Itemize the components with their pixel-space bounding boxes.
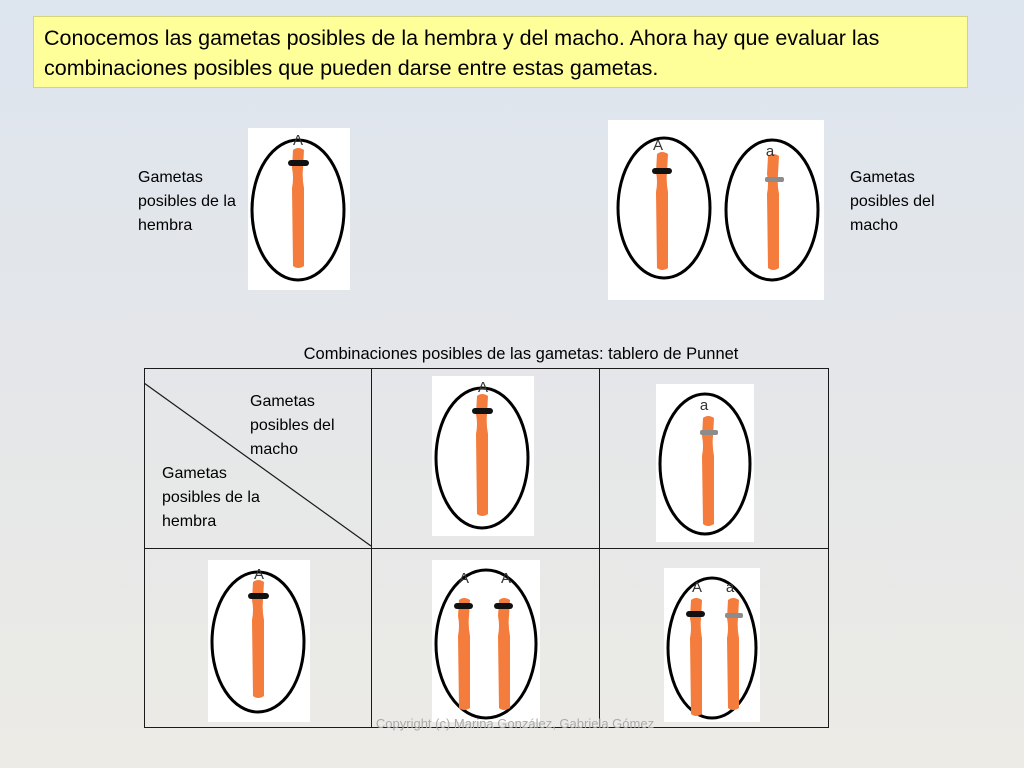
female-gametes-label: Gametas posibles de la hembra xyxy=(138,169,236,234)
corner-male-label: Gametas posibles del macho xyxy=(250,393,335,458)
allele-label: A xyxy=(691,579,703,596)
allele-label: A xyxy=(500,570,512,587)
zygote-cell-icon xyxy=(664,568,760,722)
allele-label: a xyxy=(699,397,709,414)
allele-label: A xyxy=(652,137,664,154)
allele-label: a xyxy=(725,579,735,596)
allele-label: a xyxy=(765,143,775,160)
allele-label: A xyxy=(458,570,470,587)
grid-middle xyxy=(144,548,829,549)
grid-col1 xyxy=(371,368,372,728)
allele-label: A xyxy=(253,566,265,583)
corner-female-label: Gametas posibles de la hembra xyxy=(162,465,260,530)
punnett-caption: Combinaciones posibles de las gametas: tablero de Punnet xyxy=(303,345,739,363)
row-female-A xyxy=(208,560,310,722)
gamete-cell-icon xyxy=(432,376,534,536)
page-title: Conocemos las gametas posibles de la hembra y del macho. Ahora hay que evaluar las combinaciones posibles que pueden darse entre estas gametas. xyxy=(44,26,880,80)
cell-AA xyxy=(432,560,540,722)
allele-label: A xyxy=(292,132,304,149)
header-male-A xyxy=(432,376,534,536)
title-box xyxy=(33,16,968,88)
gamete-cell-icon xyxy=(656,384,754,542)
male-gametes-label: Gametas posibles del macho xyxy=(850,169,935,234)
female-gamete-A xyxy=(248,128,350,290)
grid-col2 xyxy=(599,368,600,728)
gamete-cell-icon xyxy=(248,128,350,290)
gamete-cells-icon xyxy=(608,120,824,300)
zygote-cell-icon xyxy=(432,560,540,722)
copyright-footer: Copyright (c) Marina González, Gabriela Gómez xyxy=(375,716,655,731)
gamete-cell-icon xyxy=(208,560,310,722)
grid-right xyxy=(828,368,829,728)
header-male-a xyxy=(656,384,754,542)
cell-Aa xyxy=(664,568,760,722)
male-gametes xyxy=(608,120,824,300)
allele-label: A xyxy=(477,379,489,396)
